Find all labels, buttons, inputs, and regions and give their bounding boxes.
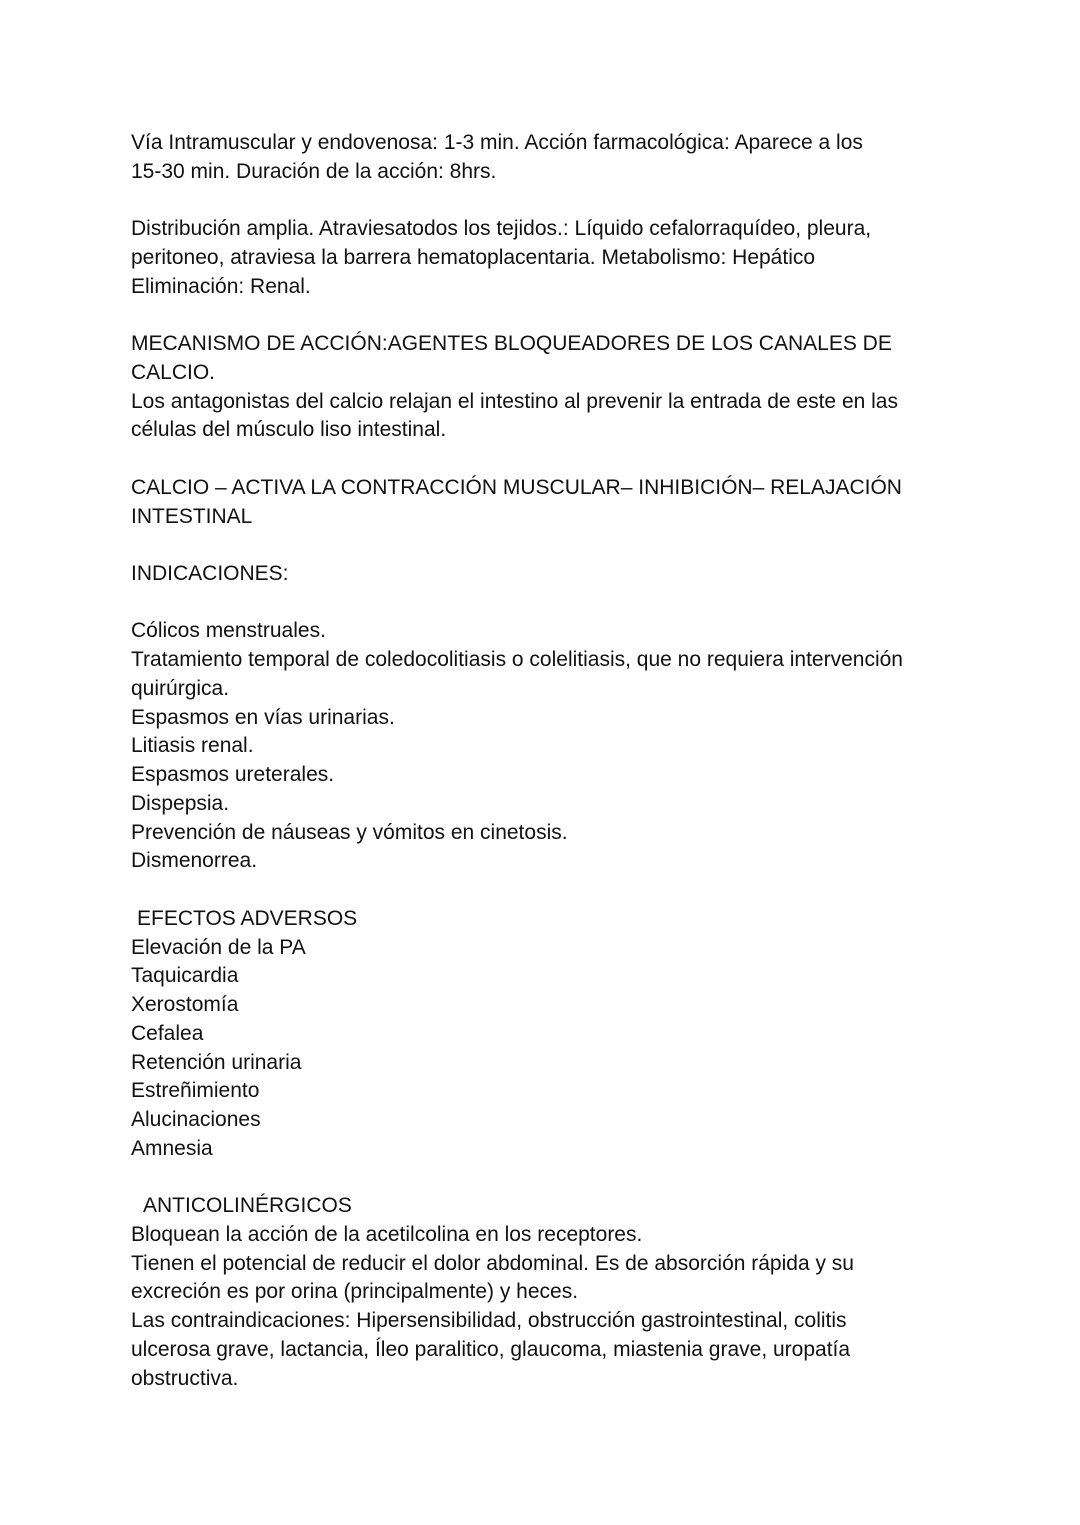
indications-heading: INDICACIONES: bbox=[131, 562, 289, 586]
text-line: peritoneo, atraviesa la barrera hematoplacentaria. Metabolismo: Hepático bbox=[131, 245, 816, 269]
mechanism-paragraph bbox=[131, 330, 971, 445]
list-item: Dispepsia. bbox=[131, 791, 230, 815]
list-item: Litiasis renal. bbox=[131, 734, 254, 758]
list-item: Prevención de náuseas y vómitos en cinetosis. bbox=[131, 820, 568, 844]
list-item: quirúrgica. bbox=[131, 676, 230, 700]
text-line: Distribución amplia. Atraviesatodos los tejidos.: Líquido cefalorraquídeo, pleura, bbox=[131, 217, 872, 241]
anticholinergics-heading: ANTICOLINÉRGICOS bbox=[143, 1194, 352, 1218]
list-item: Tratamiento temporal de coledocolitiasis o colelitiasis, que no requiera intervención bbox=[131, 648, 903, 672]
list-item: Xerostomía bbox=[131, 993, 239, 1017]
pharmacokinetics-paragraph bbox=[131, 129, 971, 186]
anticholinergics-paragraph bbox=[131, 1221, 971, 1393]
text-line: excreción es por orina (principalmente) y heces. bbox=[131, 1280, 579, 1304]
calcium-paragraph bbox=[131, 474, 971, 531]
list-item: Espasmos en vías urinarias. bbox=[131, 705, 395, 729]
text-line: CALCIO – ACTIVA LA CONTRACCIÓN MUSCULAR– INHIBICIÓN– RELAJACIÓN bbox=[131, 475, 902, 499]
list-item: Cólicos menstruales. bbox=[131, 619, 326, 643]
list-item: Elevación de la PA bbox=[131, 935, 306, 959]
list-item: Estreñimiento bbox=[131, 1079, 260, 1103]
text-line: INTESTINAL bbox=[131, 504, 253, 528]
text-line: obstructiva. bbox=[131, 1366, 239, 1390]
section-heading: MECANISMO DE ACCIÓN:AGENTES BLOQUEADORES DE LOS CANALES DE bbox=[131, 332, 892, 356]
list-item: Alucinaciones bbox=[131, 1107, 261, 1131]
text-line: células del músculo liso intestinal. bbox=[131, 418, 447, 442]
text-line: Bloquean la acción de la acetilcolina en los receptores. bbox=[131, 1222, 643, 1246]
indications-list bbox=[131, 617, 971, 876]
adverse-effects-list bbox=[131, 934, 971, 1164]
list-item: Dismenorrea. bbox=[131, 849, 258, 873]
adverse-effects-heading: EFECTOS ADVERSOS bbox=[137, 906, 358, 930]
text-line: ulcerosa grave, lactancia, Íleo paralitico, glaucoma, miastenia grave, uropatía bbox=[131, 1337, 851, 1361]
list-item: Cefalea bbox=[131, 1021, 204, 1045]
list-item: Taquicardia bbox=[131, 964, 239, 988]
text-line: Las contraindicaciones: Hipersensibilidad, obstrucción gastrointestinal, colitis bbox=[131, 1309, 847, 1333]
list-item: Amnesia bbox=[131, 1136, 213, 1160]
list-item: Retención urinaria bbox=[131, 1050, 302, 1074]
section-heading: CALCIO. bbox=[131, 360, 216, 384]
document-page bbox=[131, 129, 971, 1393]
distribution-paragraph bbox=[131, 215, 971, 301]
text-line: 15-30 min. Duración de la acción: 8hrs. bbox=[131, 159, 497, 183]
text-line: Vía Intramuscular y endovenosa: 1-3 min. Acción farmacológica: Aparece a los bbox=[131, 131, 863, 154]
text-line: Los antagonistas del calcio relajan el intestino al prevenir la entrada de este en las bbox=[131, 389, 898, 413]
list-item: Espasmos ureterales. bbox=[131, 763, 335, 787]
text-line: Eliminación: Renal. bbox=[131, 274, 311, 298]
text-line: Tienen el potencial de reducir el dolor abdominal. Es de absorción rápida y su bbox=[131, 1251, 854, 1275]
